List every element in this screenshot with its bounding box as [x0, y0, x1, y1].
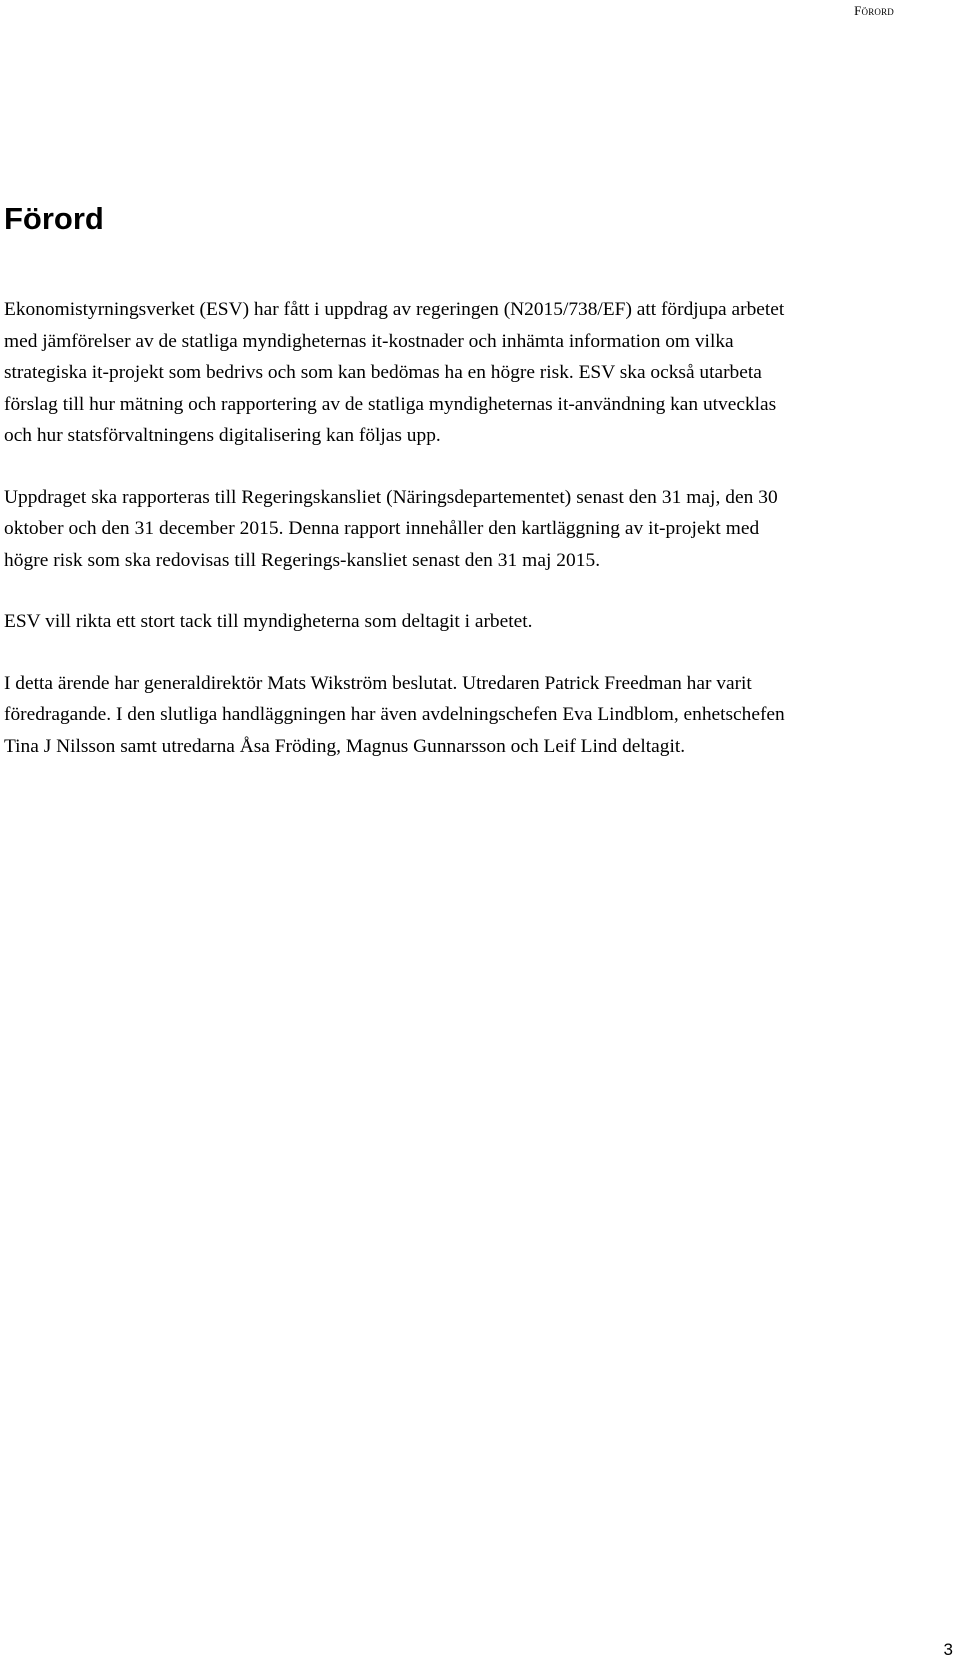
paragraph-thanks: ESV vill rikta ett stort tack till myndigheterna som deltagit i arbetet. — [4, 611, 533, 632]
page-number: 3 — [943, 1640, 953, 1659]
paragraph-reporting: Uppdraget ska rapporteras till Regeringskansliet (Näringsdepartementet) senast den 31 maj, den 30 oktober och den 31 december 2015. Denna rapport innehåller den kartläggning av it-projekt med högre risk som ska redovisas till Regerings-kansliet senast den 31 maj 2015. — [4, 486, 778, 571]
paragraph-decision: I detta ärende har generaldirektör Mats Wikström beslutat. Utredaren Patrick Freedman har varit föredragande. I den slutliga handläggningen har även avdelningschefen Eva Lindblom, enhetschefen Tina J Nilsson samt utredarna Åsa Fröding, Magnus Gunnarsson och Leif Lind deltagit. — [4, 672, 785, 757]
page-title: Förord — [4, 201, 104, 236]
running-header: Förord — [854, 3, 894, 18]
paragraph-assignment: Ekonomistyrningsverket (ESV) har fått i uppdrag av regeringen (N2015/738/EF) att fördjupa arbetet med jämförelser av de statliga myndigheternas it-kostnader och inhämta information om vilka strategiska it-projekt som bedrivs och som kan bedömas ha en högre risk. ESV ska också utarbeta förslag till hur mätning och rapportering av de statliga myndigheternas it-användning kan utvecklas och hur statsförvaltningens digitalisering kan följas upp. — [4, 299, 785, 446]
document-body — [4, 294, 794, 792]
